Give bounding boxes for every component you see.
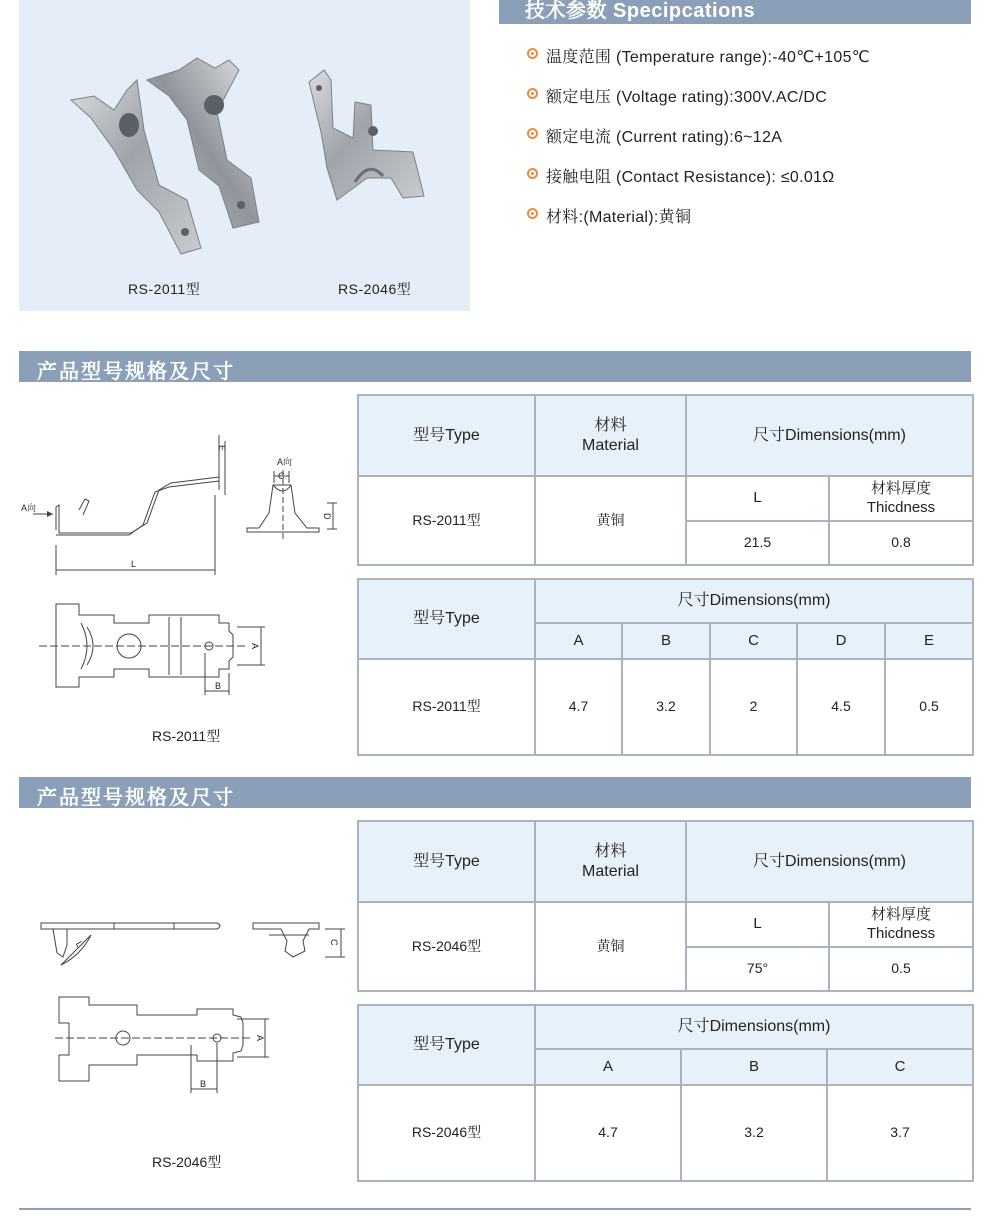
terminal-rs2046-photo	[309, 70, 424, 200]
rs2046-material-table	[357, 820, 974, 992]
rs2011-dimensions-table	[357, 578, 974, 756]
label-a: A	[250, 643, 260, 650]
rs2046-dimensions-table	[357, 1004, 974, 1182]
subheader-l: L	[686, 902, 829, 947]
label-l: L	[73, 939, 85, 949]
header-type: 型号Type	[358, 821, 535, 902]
bullet-icon	[527, 88, 538, 99]
section1-header-bar	[19, 351, 971, 382]
label-b: B	[200, 1079, 207, 1089]
rs2011-material-table	[357, 394, 974, 566]
spec-header-bar	[499, 0, 971, 24]
product-photo-panel	[19, 0, 470, 311]
photo-caption-rs2046: RS-2046型	[338, 281, 412, 297]
spec-list	[527, 44, 967, 244]
header-dimensions: 尺寸Dimensions(mm)	[686, 395, 973, 476]
product-photo	[19, 0, 470, 311]
cell-b: 3.2	[681, 1085, 827, 1181]
cell-thickness-value: 0.8	[829, 521, 973, 565]
cell-model: RS-2046型	[358, 902, 535, 991]
cell-a: 4.7	[535, 659, 622, 755]
cell-l-value: 21.5	[686, 521, 829, 565]
rs2011-technical-drawing	[19, 395, 349, 740]
spec-title: 技术参数 Specipcations	[525, 0, 756, 22]
label-c: C	[278, 471, 285, 481]
spec-item-resistance: 接触电阻 (Contact Resistance): ≤0.01Ω	[527, 164, 967, 204]
bullet-icon	[527, 128, 538, 139]
header-type: 型号Type	[358, 579, 535, 659]
drawing-caption-rs2046: RS-2046型	[152, 1154, 222, 1170]
bullet-icon	[527, 168, 538, 179]
label-e: E	[217, 445, 227, 452]
cell-model: RS-2011型	[358, 659, 535, 755]
cell-a: 4.7	[535, 1085, 681, 1181]
cell-material: 黄铜	[535, 902, 686, 991]
cell-thickness-value: 0.5	[829, 947, 973, 991]
spec-item-material: 材料:(Material):黄铜	[527, 204, 967, 244]
section2-title: 产品型号规格及尺寸	[37, 787, 235, 809]
label-l: L	[131, 559, 137, 569]
label-b: B	[215, 681, 222, 691]
col-a: A	[535, 623, 622, 659]
bullet-icon	[527, 208, 538, 219]
cell-l-value: 75°	[686, 947, 829, 991]
spec-item-current: 额定电流 (Current rating):6~12A	[527, 124, 967, 164]
cell-model: RS-2046型	[358, 1085, 535, 1181]
cell-model: RS-2011型	[358, 476, 535, 565]
cell-b: 3.2	[622, 659, 710, 755]
label-d: D	[322, 513, 332, 520]
col-c: C	[710, 623, 797, 659]
col-c: C	[827, 1049, 973, 1085]
cell-c: 3.7	[827, 1085, 973, 1181]
col-a: A	[535, 1049, 681, 1085]
label-a: A	[255, 1035, 265, 1042]
bullet-icon	[527, 48, 538, 59]
drawing-caption-rs2011: RS-2011型	[152, 728, 221, 744]
header-material: 材料 Material	[535, 821, 686, 902]
rs2046-technical-drawing	[19, 905, 349, 1155]
bottom-divider	[19, 1208, 971, 1210]
label-a-dir-top: A向	[277, 457, 293, 467]
header-type: 型号Type	[358, 395, 535, 476]
photo-caption-rs2011: RS-2011型	[128, 281, 201, 297]
header-dimensions: 尺寸Dimensions(mm)	[535, 579, 973, 623]
subheader-thickness: 材料厚度 Thicdness	[829, 476, 973, 521]
col-b: B	[622, 623, 710, 659]
spec-item-temperature: 温度范围 (Temperature range):-40℃+105℃	[527, 44, 967, 84]
spec-item-voltage: 额定电压 (Voltage rating):300V.AC/DC	[527, 84, 967, 124]
header-dimensions: 尺寸Dimensions(mm)	[686, 821, 973, 902]
col-d: D	[797, 623, 885, 659]
section2-header-bar	[19, 777, 971, 808]
col-e: E	[885, 623, 973, 659]
cell-material: 黄铜	[535, 476, 686, 565]
cell-e: 0.5	[885, 659, 973, 755]
label-c: C	[329, 939, 339, 946]
header-type: 型号Type	[358, 1005, 535, 1085]
col-b: B	[681, 1049, 827, 1085]
cell-c: 2	[710, 659, 797, 755]
header-dimensions: 尺寸Dimensions(mm)	[535, 1005, 973, 1049]
subheader-thickness: 材料厚度 Thicdness	[829, 902, 973, 947]
header-material: 材料 Material	[535, 395, 686, 476]
section1-title: 产品型号规格及尺寸	[37, 361, 235, 383]
subheader-l: L	[686, 476, 829, 521]
cell-d: 4.5	[797, 659, 885, 755]
label-a-dir-side: A向	[21, 503, 37, 513]
